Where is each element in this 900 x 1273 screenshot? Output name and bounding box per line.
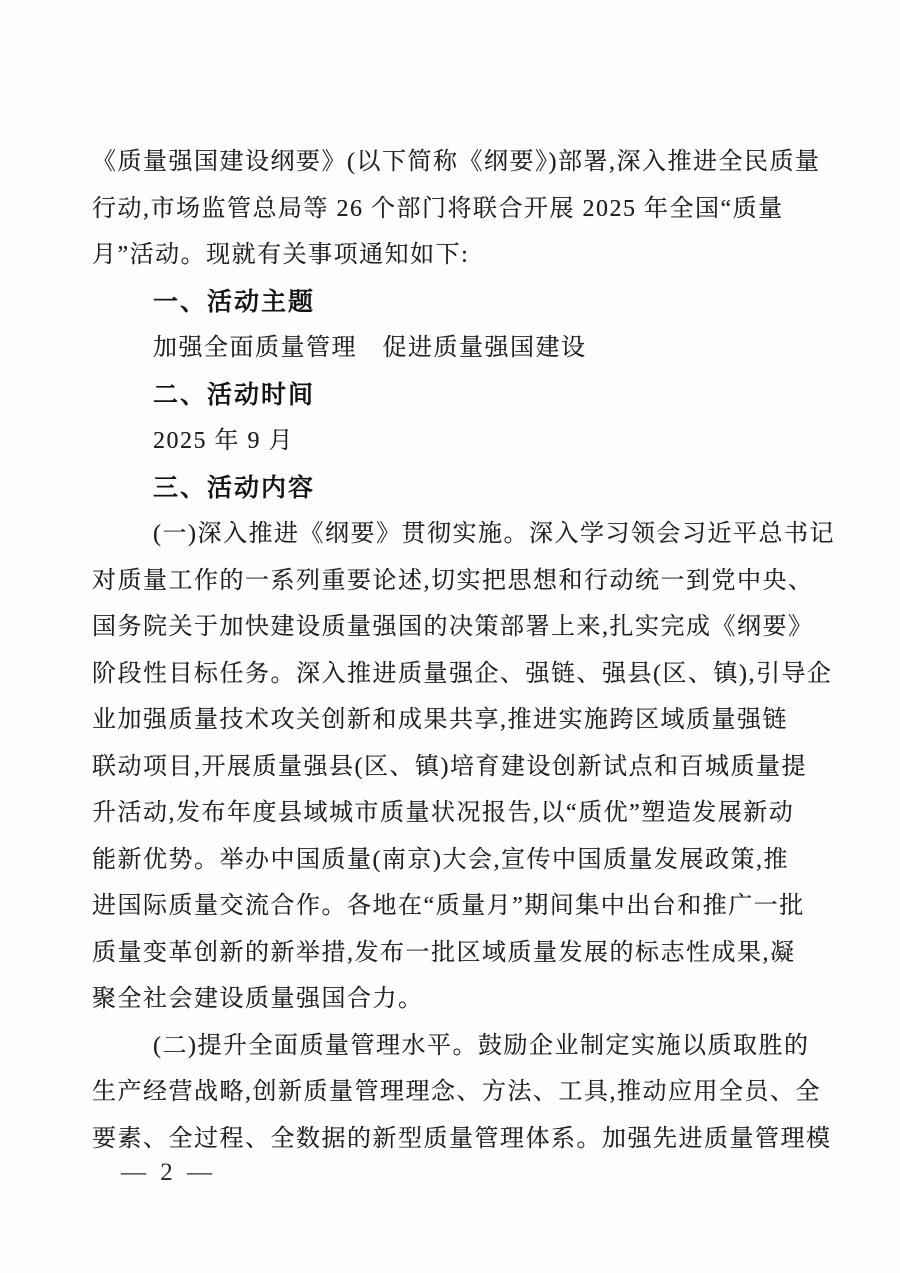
doc-line: 行动,市场监管总局等 26 个部门将联合开展 2025 年全国“质量 [92,195,784,222]
heading-activity-time: 二、活动时间 [153,380,316,409]
doc-line-section-1-start: (一)深入推进《纲要》贯彻实施。深入学习领会习近平总书记 [153,521,835,547]
page-body-text [92,139,835,1162]
heading-activity-theme: 一、活动主题 [153,287,316,316]
doc-line: 要素、全过程、全数据的新型质量管理体系。加强先进质量管理模 [92,1125,832,1152]
page-number: — 2 — [121,1159,216,1186]
doc-line-theme-text: 加强全面质量管理 促进质量强国建设 [153,335,587,361]
doc-line: 聚全社会建设质量强国合力。 [92,986,424,1012]
doc-line: 联动项目,开展质量强县(区、镇)培育建设创新试点和百城质量提 [92,753,807,780]
doc-line: 阶段性目标任务。深入推进质量强企、强链、强县(区、镇),引导企 [92,660,833,687]
doc-line: 能新优势。举办中国质量(南京)大会,宣传中国质量发展政策,推 [92,846,789,873]
heading-activity-content: 三、活动内容 [153,473,316,502]
doc-line: 对质量工作的一系列重要论述,切实把思想和行动统一到党中央、 [92,567,814,594]
doc-line: 月”活动。现就有关事项通知如下: [92,242,470,268]
doc-line: 国务院关于加快建设质量强国的决策部署上来,扎实完成《纲要》 [92,614,814,640]
doc-line: 《质量强国建设纲要》(以下简称《纲要》)部署,深入推进全民质量 [92,149,821,175]
doc-line: 业加强质量技术攻关创新和成果共享,推进实施跨区域质量强链 [92,707,788,733]
doc-line: 进国际质量交流合作。各地在“质量月”期间集中出台和推广一批 [92,893,805,919]
doc-line-time-text: 2025 年 9 月 [153,428,294,454]
doc-line: 升活动,发布年度县域城市质量状况报告,以“质优”塑造发展新动 [92,800,795,826]
doc-line-section-2-start: (二)提升全面质量管理水平。鼓励企业制定实施以质取胜的 [153,1032,810,1059]
doc-line: 质量变革创新的新举措,发布一批区域质量发展的标志性成果,凝 [92,939,796,966]
doc-line: 生产经营战略,创新质量管理理念、方法、工具,推动应用全员、全 [92,1079,821,1105]
